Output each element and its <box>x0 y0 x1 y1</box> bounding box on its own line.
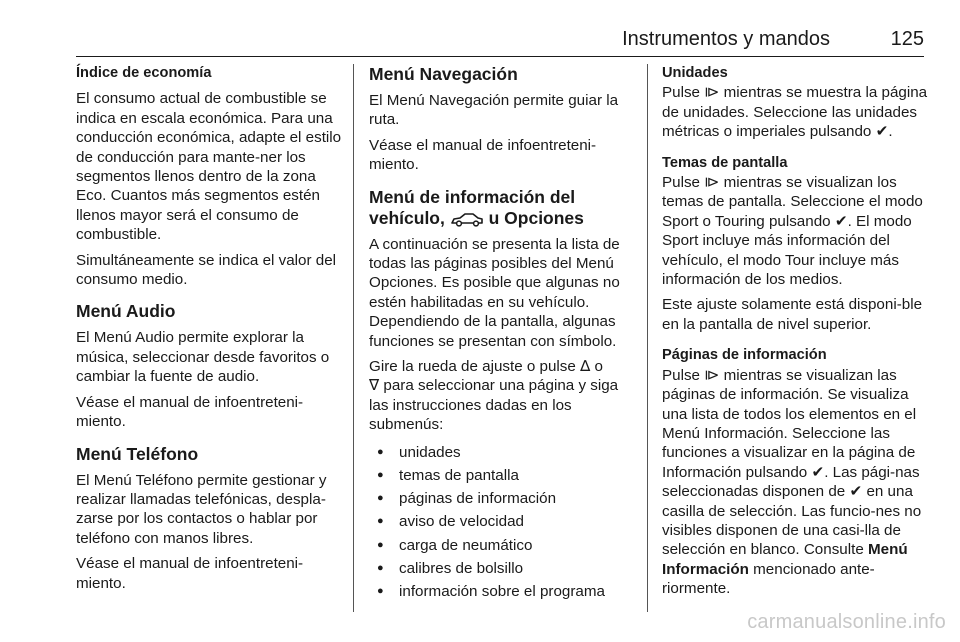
themes-text: Pulse <box>662 174 700 192</box>
column-right <box>662 64 928 605</box>
audio-paragraph: El Menú Audio permite explorar la música, seleccionar desde favoritos o cambiar la fuente de audio. <box>76 329 330 386</box>
options-text: Gire la rueda de ajuste o pulse <box>369 358 576 376</box>
list-item: ● carga de neumático <box>369 534 635 557</box>
pages-text: en una casilla de selección. Las funcio-nes no visibles disponen de una casi-lla de selección en blanco. Consulte <box>662 483 922 559</box>
units-text: . <box>888 123 893 141</box>
themes-text: mientras se visualizan los temas de pantalla. Seleccione el modo Sport o Touring pulsando <box>662 174 923 230</box>
phone-heading: Menú Teléfono <box>76 443 199 464</box>
themes-text: . El modo Sport incluye más información del vehículo, el modo Tour incluye más información de los medios. <box>662 212 912 289</box>
economy-paragraph-2: Simultáneamente se indica el valor del consumo medio. <box>76 251 337 289</box>
units-text: mientras se muestra la página de unidades. Seleccione las unidades métricas o imperiales pulsando <box>662 84 928 141</box>
options-text: para seleccionar una página y siga las instrucciones dadas en los submenús: <box>369 377 619 434</box>
themes-paragraph <box>662 173 928 289</box>
navigation-heading: Menú Navegación <box>369 64 518 84</box>
info-pages-heading: Páginas de información <box>662 347 827 364</box>
pages-text: . Las pági-nas seleccionadas disponen de <box>662 463 920 501</box>
column-middle <box>369 64 635 603</box>
audio-heading: Menú Audio <box>76 301 176 322</box>
check-icon: ✔ <box>875 122 889 141</box>
list-item: ● calibres de bolsillo <box>369 557 635 580</box>
options-paragraph: A continuación se presenta la lista de todas las páginas posibles del Menú Opciones. Es posible que algunas no estén habilitadas en su vehículo. Dependiendo de la pantalla, algunas funciones se presentan con símbolo. <box>369 235 620 350</box>
units-text: Pulse <box>662 84 700 102</box>
play-icon: ⧐ <box>704 83 720 102</box>
info-pages-paragraph <box>662 366 928 599</box>
page-header <box>76 26 924 57</box>
list-item: ● información sobre el programa <box>369 580 635 603</box>
navigation-paragraph: El Menú Navegación permite guiar la ruta. <box>369 92 619 129</box>
info-menu-reference: Menú Información <box>662 541 908 578</box>
list-item: ● temas de pantalla <box>369 464 635 487</box>
economy-heading: Índice de economía <box>76 65 212 81</box>
phone-paragraph: El Menú Teléfono permite gestionar y realizar llamadas telefónicas, despla-zarse por los contactos o hablar por teléfono con manos libres. <box>76 471 327 547</box>
list-item: ● unidades <box>369 441 635 464</box>
themes-paragraph-2: Este ajuste solamente está disponi-ble en la pantalla de nivel superior. <box>662 296 923 333</box>
page-number: 125 <box>890 28 924 50</box>
list-item: ● páginas de información <box>369 487 635 510</box>
up-arrow-icon: ∆ <box>580 357 591 376</box>
vehicle-info-heading-pre: vehículo, <box>369 207 445 228</box>
check-icon: ✔ <box>834 211 848 230</box>
check-icon: ✔ <box>849 482 863 501</box>
options-list <box>369 441 635 603</box>
column-left <box>76 64 344 599</box>
navigation-paragraph-2: Véase el manual de infoentreteni-miento. <box>369 136 597 174</box>
car-icon <box>450 211 484 227</box>
watermark: carmanualsonline.info <box>747 611 946 633</box>
play-icon: ⧐ <box>704 365 720 384</box>
options-instructions <box>369 357 635 435</box>
economy-paragraph: El consumo actual de combustible se indica en escala económica. Para una conducción económica, adapte el estilo de conducción para mante-ner los segmentos llenos dentro de la zona Eco. Cuantos más segmentos estén llenos mayor será el consumo de combustible. <box>76 90 342 244</box>
check-icon: ✔ <box>811 462 825 481</box>
pages-text: mencionado ante-riormente. <box>662 560 875 598</box>
list-item: ● aviso de velocidad <box>369 510 635 533</box>
play-icon: ⧐ <box>704 173 720 192</box>
vehicle-info-heading-line1: Menú de información del <box>369 186 576 207</box>
vehicle-info-heading <box>369 187 635 229</box>
phone-paragraph-2: Véase el manual de infoentreteni-miento. <box>76 555 304 592</box>
pages-text: mientras se visualizan las páginas de información. Se visualiza una lista de todos los elementos en el Menú Información. Seleccione las funciones a visualizar en la página de Información pulsando <box>662 366 917 481</box>
column-divider <box>647 64 648 612</box>
audio-paragraph-2: Véase el manual de infoentreteni-miento. <box>76 393 304 431</box>
down-arrow-icon: ∇ <box>369 376 380 395</box>
units-heading: Unidades <box>662 65 728 81</box>
column-divider <box>353 64 354 612</box>
pages-text: Pulse <box>662 366 700 384</box>
options-text: o <box>594 358 603 376</box>
units-paragraph <box>662 83 928 141</box>
vehicle-info-heading-post: u Opciones <box>488 207 584 228</box>
themes-heading: Temas de pantalla <box>662 154 788 171</box>
section-title: Instrumentos y mandos <box>622 28 830 50</box>
